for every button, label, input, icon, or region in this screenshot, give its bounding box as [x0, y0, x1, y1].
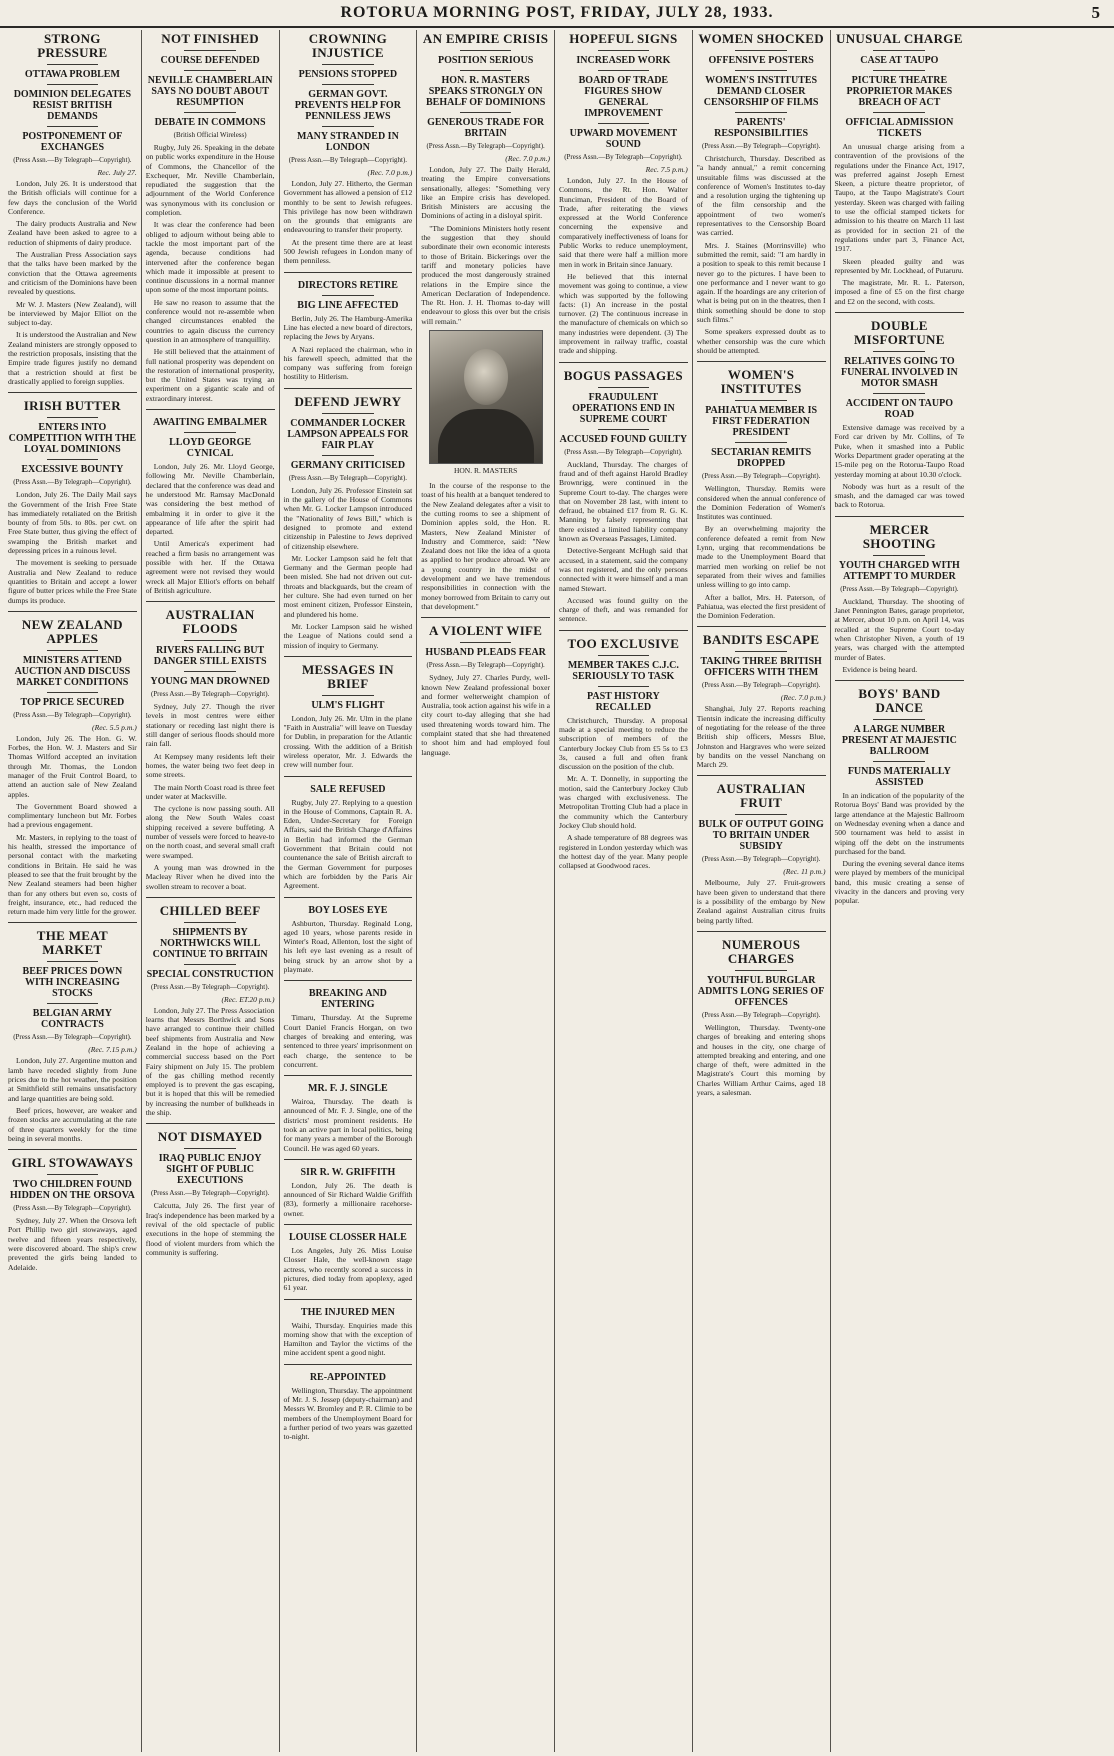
article-subheadline: EXCESSIVE BOUNTY	[21, 464, 124, 476]
article-subheadline: GENEROUS TRADE FOR BRITAIN	[427, 117, 545, 139]
received-date: Rec. July 27.	[97, 168, 137, 177]
article-paragraph: Auckland, Thursday. The shooting of Janet Pennington Bates, garage proprietor, at Mercer, about 10 p.m. on April 14, was recalled at the Supreme Court to-day when Christopher Niven, a youth of 19 years, was charged with the attempted murder of Bates.	[834, 596, 965, 662]
article	[421, 617, 550, 757]
article-subheadline: COMMANDER LOCKER LAMPSON APPEALS FOR FAIR PLAY	[287, 417, 409, 451]
article-paragraph: Shanghai, July 27. Reports reaching Tientsin indicate the increasing difficulty of negotiating for the release of the three British ship officers, Messrs Blue, Johnston and Hargraves who were seized by bandits on the vessel Nanchang on March 29.	[696, 704, 826, 770]
article-paragraph: He still believed that the attainment of full national prosperity was dependent on the restoration of international prosperity, but the United States was trying an experiment on a gigantic scale and of extraordinary interest.	[145, 347, 275, 403]
article-subheadline: MR. F. J. SINGLE	[308, 1083, 388, 1095]
article-subheadline: PENSIONS STOPPED	[298, 69, 398, 80]
portrait-photo	[429, 330, 543, 464]
article-subheadline: AWAITING EMBALMER	[153, 417, 268, 429]
article	[146, 1123, 275, 1257]
received-date: (Rec. 11 p.m.)	[783, 867, 826, 877]
article-paragraph: Mr. Masters, in replying to the toast of his health, stressed the importance of personal contact with the marketing conditions in Britain. He said he was pleased to see that the fruit brought by the New Zealand steamers had been higher than for any others but even so, costs of freight, insurance, etc., had reduced the return made him very little for the grower.	[8, 832, 137, 917]
press-credit: (Press Assn.—By Telegraph—Copyright).	[13, 1204, 132, 1213]
divider-rule	[735, 112, 787, 113]
article-subheadline: DEBATE IN COMMONS	[154, 117, 266, 128]
divider-rule	[184, 432, 236, 433]
received-date: (Rec. 5.5 p.m.)	[92, 722, 137, 732]
article-subheadline: ACCUSED FOUND GUILTY	[559, 433, 688, 445]
article-paragraph: At the present time there are at least 500 Jewish refugees in London many of them penniless.	[283, 237, 413, 266]
article-subheadline: GERMANY CRITICISED	[290, 459, 406, 471]
press-credit: (Press Assn.—By Telegraph—Copyright).	[288, 473, 408, 482]
article-subheadline: PAHIATUA MEMBER IS FIRST FEDERATION PRESIDENT	[705, 405, 818, 439]
article-paragraph: The Australian Press Association says that the talks have been marked by the conviction that the Ottawa agreements and criticism of the Dominions have been revealed by questions.	[8, 250, 137, 297]
press-credit: (Press Assn.—By Telegraph—Copyright).	[564, 447, 683, 456]
article-headline: IRISH BUTTER	[23, 398, 121, 414]
article-paragraph: A shade temperature of 88 degrees was registered in London yesterday which was the hottest day of the year. Many people collapsed at Goodwood races.	[559, 833, 688, 871]
article-subheadline: BREAKING AND ENTERING	[308, 988, 387, 1011]
article-paragraph: London, July 27. Hitherto, the German Government has allowed a pension of £12 monthly to be sent to Jewish refugees. This privilege has now been withdrawn on the grounds that emigrants are endeavouring to transfer their property.	[283, 179, 413, 235]
article	[835, 32, 965, 306]
divider-rule	[873, 70, 925, 71]
article-paragraph: Wellington, Thursday. Twenty-one charges of breaking and entering shops and houses in the city, one charge of attempted breaking and entering, and one charge of theft, were admitted in the Magistrate's Court this morning by Charles William Arthur Cairns, aged 18 years, a salesman.	[696, 1022, 826, 1098]
divider-rule	[184, 50, 236, 51]
article-subheadline: TOP PRICE SECURED	[20, 696, 125, 708]
article	[284, 656, 413, 770]
article-paragraph: Some speakers expressed doubt as to whether censorship was the cure which should be attempted.	[696, 327, 826, 355]
article	[284, 1364, 413, 1442]
article-paragraph: He saw no reason to assume that the conference would not re-assemble when changed circumstances enabled the countries to again discuss the currency question in an atmosphere of tranquillity.	[145, 297, 275, 344]
received-date: Rec. 7.5 p.m.)	[645, 165, 688, 174]
article-paragraph: He believed that this internal movement was going to continue, a view which was supported by the following facts: (1) An increase in the postal turnover. (2) The continuous increase in the manufacture of chemicals on which so many industries were dependent. (3) The improvement in railway traffic, coastal trade and shipping.	[559, 271, 688, 356]
press-credit: (Press Assn.—By Telegraph—Copyright).	[150, 982, 270, 991]
article-subheadline: INCREASED WORK	[576, 55, 671, 66]
article-paragraph: Mr. Locker Lampson said he wished the League of Nations could send a mission of inquiry to Germany.	[283, 621, 413, 650]
article-headline: AUSTRALIAN FRUIT	[716, 781, 806, 811]
press-credit: (Press Assn.—By Telegraph—Copyright).	[701, 472, 821, 481]
article-headline: BOGUS PASSAGES	[563, 367, 683, 383]
article-headline: HOPEFUL SIGNS	[569, 31, 678, 46]
article-paragraph: The Government Board showed a complimentary luncheon but Mr. Forbes had a previous engagement.	[8, 801, 137, 830]
article-subheadline: OFFICIAL ADMISSION TICKETS	[845, 117, 954, 139]
article-headline: GIRL STOWAWAYS	[11, 1155, 134, 1171]
press-credit: (Press Assn.—By Telegraph—Copyright).	[13, 1033, 132, 1042]
divider-rule	[598, 387, 650, 388]
divider-rule	[322, 64, 374, 65]
article-subheadline: DOMINION DELEGATES RESIST BRITISH DEMANDS	[13, 89, 132, 122]
article-subheadline: CASE AT TAUPO	[860, 55, 939, 66]
article	[835, 312, 965, 510]
article-paragraph: The dairy products Australia and New Zealand have been asked to agree to a reduction of shipments of dairy produce.	[8, 219, 137, 247]
article-paragraph: It is understood the Australian and New Zealand ministers are strongly opposed to the restriction proposals, insisting that the Empire trade figures justify no demand that a restriction should at first be drastically applied to foreign supplies.	[8, 330, 137, 386]
divider-rule	[460, 50, 512, 51]
article	[559, 630, 688, 871]
divider-rule	[322, 455, 374, 456]
article-subheadline: YOUTHFUL BURGLAR ADMITS LONG SERIES OF OFFENCES	[697, 974, 825, 1008]
divider-rule	[873, 50, 925, 51]
article-paragraph: The main North Coast road is three feet under water at Macksville.	[145, 782, 275, 801]
article	[8, 922, 137, 1143]
received-date: (Rec. ET.20 p.m.)	[221, 994, 275, 1004]
article-subheadline: THE INJURED MEN	[300, 1306, 395, 1318]
article-paragraph: Waihi, Thursday. Enquiries made this morning show that with the exception of Hamilton and Taylor the victims of the mine accident spent a good night.	[283, 1320, 413, 1358]
divider-rule	[873, 112, 925, 113]
divider-rule	[184, 112, 236, 113]
article-paragraph: London, July 26. Mr. Lloyd George, following Mr. Neville Chamberlain, declared that the conference was dead and he understood Mr. Ramsay MacDonald was considering the best method of embalming it in order to give it the appearance of life after the spirit had departed.	[145, 462, 275, 537]
column-7	[831, 30, 969, 1752]
article	[697, 775, 826, 924]
article-paragraph: It was clear the conference had been obliged to adjourn without being able to tackle the most important part of the agenda, because conditions had intervened after the conference began which made it impossible at present to continue discussions in a normal manner upon some of the most important points.	[145, 220, 275, 295]
article-subheadline: UPWARD MOVEMENT SOUND	[569, 128, 678, 150]
article-subheadline: OFFENSIVE POSTERS	[708, 55, 814, 66]
article-subheadline: LOUISE CLOSSER HALE	[288, 1232, 407, 1244]
divider-rule	[322, 126, 374, 127]
article-subheadline: RIVERS FALLING BUT DANGER STILL EXISTS	[153, 645, 267, 668]
article-subheadline: SECTARIAN REMITS DROPPED	[711, 447, 812, 470]
article-headline: NOT DISMAYED	[157, 1129, 263, 1145]
press-credit: (Press Assn.—By Telegraph—Copyright).	[426, 142, 545, 150]
divider-rule	[47, 126, 99, 127]
article	[559, 362, 688, 624]
article-paragraph: During the evening several dance items were played by members of the municipal band, this music creating a sense of vivacity in the dancers and proving very popular.	[834, 859, 965, 906]
article-paragraph: Rugby, July 27. Replying to a question in the House of Commons, Captain R. A. Eden, Under-Secretary for Foreign Affairs, said the British Charge d'Affaires in Berlin had informed the German Government that Britain could not countenance the sale of British aircraft to the German Government for purposes which are forbidden by the Paris Air Agreement.	[283, 797, 413, 891]
article-paragraph: Berlin, July 26. The Hamburg-Amerika Line has elected a new board of directors, replacing the Jews by Aryans.	[283, 313, 413, 342]
article-subheadline: PAST HISTORY RECALLED	[587, 690, 660, 713]
article-paragraph: Melbourne, July 27. Fruit-growers have been given to understand that there is a possibility of the embargo by New Zealand against Australian citrus fruits being partly lifted.	[696, 878, 826, 925]
press-credit: (Press Assn.—By Telegraph—Copyright).	[13, 156, 132, 164]
article-paragraph: London, July 26. The death is announced of Sir Richard Waldie Griffith (83), formerly a millionaire racehorse-owner.	[283, 1180, 413, 1218]
article-headline: NUMEROUS CHARGES	[722, 936, 801, 966]
article	[146, 409, 275, 595]
article-paragraph: Los Angeles, July 26. Miss Louise Closser Hale, the well-known stage actress, who recently scored a success in pictures, died today from apoplexy, aged 61 year.	[283, 1246, 413, 1293]
portrait-face	[464, 349, 508, 405]
divider-rule	[873, 719, 925, 720]
column-3	[280, 30, 418, 1752]
article	[284, 388, 413, 650]
article-paragraph: London, July 27. The Press Association learns that Messrs Borthwick and Sons have arranged to continue their chilled beef shipments from Australia and New Zealand in the hope of achieving a commercial success based on the Port Fairy shipment on July 15. The problem of the gas chilling method recently employed is to prevent the gas escaping, but it is hoped that this will be remedied by increasing the number of bulkheads in the ship.	[145, 1005, 275, 1118]
article-subheadline: GERMAN GOVT. PREVENTS HELP FOR PENNILESS JEWS	[294, 89, 401, 122]
article-subheadline: FRAUDULENT OPERATIONS END IN SUPREME COURT	[572, 391, 675, 425]
article-paragraph: Sydney, July 27. Though the river levels in most centres were either stationary or receding last night there is still danger of serious floods should more rain fall.	[145, 702, 275, 749]
press-credit: (British Official Wireless)	[173, 131, 247, 139]
article-paragraph: Beef prices, however, are weaker and frozen stocks are accumulating at the rate of three quarters weekly for the time being in several months.	[8, 1105, 137, 1143]
divider-rule	[47, 961, 99, 962]
article	[8, 32, 137, 386]
received-date: (Rec. 7.0 p.m.)	[367, 168, 413, 177]
article-paragraph: Mr. A. T. Donnelly, in supporting the motion, said the Canterbury Jockey Club was charged with exclusiveness. The Metropolitan Trotting Club had a place in the community which the Canterbury Jockey Club should hold.	[559, 774, 688, 830]
column-6	[693, 30, 831, 1752]
article-headline: TOO EXCLUSIVE	[567, 635, 680, 651]
article-paragraph: London, July 26. The Daily Mail says the Government of the Irish Free State has immediately retaliated on the British bounty of from 50s. to 80s. per cwt. on Free State butter, thus giving the effect of swamping the British market and depressing prices in a ruinous level.	[8, 490, 137, 556]
article-paragraph: At Kempsey many residents left their homes, the water being two feet deep in some streets.	[145, 751, 275, 780]
press-credit: (Press Assn.—By Telegraph—Copyright).	[150, 1189, 270, 1198]
article-headline: NOT FINISHED	[161, 31, 259, 46]
article-subheadline: BULK OF OUTPUT GOING TO BRITAIN UNDER SUBSIDY	[698, 819, 824, 853]
article-paragraph: Evidence is being heard.	[842, 664, 918, 674]
article-subheadline: BOY LOSES EYE	[308, 904, 388, 916]
article-paragraph: Detective-Sergeant McHugh said that accused, in a statement, said the company was not registered, and the only persons connected with it were himself and a man named Stewart.	[559, 546, 688, 593]
article-paragraph: Ashburton, Thursday. Reginald Long, aged 10 years, whose parents reside in Winter's Road, Allenton, lost the sight of his left eye last evening as a result of being struck by an arrow shot by a playmate.	[283, 918, 413, 975]
press-credit: (Press Assn.—By Telegraph—Copyright).	[13, 478, 132, 487]
article-paragraph: Christchurch, Thursday. Described as "a handy annual," a remit concerning unsuitable films was discussed at the conference of Women's Institutes to-day and a resolution urging the tightening up of the film censorship and the appointment of two women's representatives to the Censorship Board was carried.	[696, 154, 826, 238]
divider-rule	[873, 393, 925, 394]
divider-rule	[47, 417, 99, 418]
divider-rule	[873, 555, 925, 556]
divider-rule	[184, 922, 236, 923]
article-subheadline: TWO CHILDREN FOUND HIDDEN ON THE ORSOVA	[9, 1179, 135, 1202]
article-subheadline: ACCIDENT ON TAUPO ROAD	[845, 398, 953, 421]
article-headline: AUSTRALIAN FLOODS	[165, 607, 255, 637]
photo-caption: HON. R. MASTERS	[453, 466, 518, 476]
article	[146, 897, 275, 1118]
article-paragraph: Wellington, Thursday. The appointment of Mr. J. S. Jessep (deputy-chairman) and Messrs W. Bromley and P. R. Climie to be members of the Unemployment Board for a further period of two years was gazetted to-night.	[283, 1385, 413, 1442]
article-headline: WOMEN'S INSTITUTES	[720, 367, 802, 397]
article-subheadline: POSITION SERIOUS	[437, 55, 534, 66]
article-paragraph: An unusual charge arising from a contravention of the provisions of the regulations under the Finance Act, 1917, was preferred against Joseph Ernest Skeen, a picture theatre proprietor, of Taupo, at the Taupo Magistrate's Court yesterday. Skeen was charged with failing to use the official stamped tickets for admission to his theatre on March 11 last as provided for in section 21 of the regulations under part 3, Finance Act, 1917.	[834, 142, 965, 254]
received-date: (Rec. 7.0 p.m.)	[505, 154, 550, 163]
portrait-coat	[438, 409, 534, 463]
article-paragraph: London, July 26. Professor Einstein sat in the gallery of the House of Commons when Mr. G. Locker Lampson introduced the "Nationality of Jews Bill," which is designed to promote and extend citizenship in Palestine to Jews deprived of citizenship elsewhere.	[283, 485, 413, 551]
article-subheadline: COURSE DEFENDED	[160, 55, 260, 66]
divider-rule	[598, 50, 650, 51]
article-paragraph: London, July 27. In the House of Commons, the Rt. Hon. Walter Runciman, President of the Board of Trade, after reiterating the views expressed at the World Conference concerning the expensive and comparatively ineffectiveness of loans for Public Works to reduce unemployment, said that there were half a million more men in work in Britain since January.	[559, 176, 688, 269]
article-paragraph: London, July 26. The Hon. G. W. Forbes, the Hon. W. J. Masters and Sir Thomas Wilford accepted an invitation through Mr. Thomas, the London manager of the Fruit Control Board, to attend an auction sale of New Zealand apples.	[8, 733, 137, 799]
masthead-title: ROTORUA MORNING POST, FRIDAY, JULY 28, 1933.	[340, 4, 774, 21]
article-subheadline: BELGIAN ARMY CONTRACTS	[32, 1008, 112, 1031]
divider-rule	[47, 692, 99, 693]
article-paragraph: Mrs. J. Staines (Morrinsville) who submitted the remit, said: "I am hardly in a position to speak to this remit because I never go to the pictures. I have been to one performance and I never want to go again. If the hoardings are any criterion of what is being put on in the theatres, then I think something should be done to stop such films."	[696, 240, 826, 325]
article	[146, 601, 275, 891]
article-headline: MERCER SHOOTING	[862, 521, 936, 551]
article-paragraph: Mr. Locker Lampson said he felt that Germany and the German people had been misled. She had not driven out cut-throats and blackguards, but the cream of her culture. She had even turned on her most eminent citizen, Professor Einstein, and plundered his home.	[283, 553, 413, 619]
article	[284, 1159, 413, 1218]
press-credit: (Press Assn.—By Telegraph—Copyright).	[701, 142, 821, 150]
press-credit: (Press Assn.—By Telegraph—Copyright).	[564, 153, 683, 161]
divider-rule	[47, 84, 99, 85]
article-paragraph: Extensive damage was received by a Ford car driven by Mr. Collins, of Te Puke, when it smashed into a Public Works Department grader operating at the 15-mile peg on the Rotorua-Taupo Road yesterday morning at about 10.30 o'clock.	[834, 423, 965, 479]
divider-rule	[460, 112, 512, 113]
article-subheadline: RE-APPOINTED	[309, 1371, 386, 1383]
article-subheadline: FUNDS MATERIALLY ASSISTED	[847, 766, 951, 789]
article-subheadline: BEEF PRICES DOWN WITH INCREASING STOCKS	[22, 966, 123, 1000]
article-headline: MESSAGES IN BRIEF	[301, 661, 394, 691]
press-credit: (Press Assn.—By Telegraph—Copyright).	[840, 584, 959, 593]
article-headline: AN EMPIRE CRISIS	[422, 31, 549, 46]
article-headline: BANDITS ESCAPE	[702, 632, 820, 648]
article	[8, 392, 137, 605]
article	[284, 32, 413, 266]
article-subheadline: PICTURE THEATRE PROPRIETOR MAKES BREACH OF ACT	[846, 75, 953, 108]
divider-rule	[47, 64, 99, 65]
article-paragraph: The movement is seeking to persuade Australia and New Zealand to reduce quantities to Britain and accept a lower figure of butter prices while the Free State dumps its produce.	[8, 558, 137, 605]
divider-rule	[47, 1003, 99, 1004]
article-paragraph: Rugby, July 26. Speaking in the debate on public works expenditure in the House of Commons, the Chancellor of the Exchequer, Mr. Neville Chamberlain, repudiated the suggestion that the adjournment of the World Conference was synonymous with its conclusion or completion.	[145, 143, 275, 218]
article	[8, 611, 137, 917]
article-subheadline: SALE REFUSED	[310, 783, 386, 795]
divider-rule	[184, 70, 236, 71]
divider-rule	[598, 70, 650, 71]
article-subheadline: PARENTS' RESPONSIBILITIES	[714, 117, 809, 139]
press-credit: (Press Assn.—By Telegraph—Copyright).	[13, 710, 132, 719]
divider-rule	[598, 123, 650, 124]
article-subheadline: SIR R. W. GRIFFITH	[300, 1166, 396, 1178]
masthead	[0, 0, 1114, 28]
article-subheadline: YOUNG MAN DROWNED	[150, 676, 270, 688]
divider-rule	[873, 351, 925, 352]
article-headline: CHILLED BEEF	[159, 902, 261, 918]
divider-rule	[184, 640, 236, 641]
divider-rule	[598, 429, 650, 430]
column-5	[555, 30, 693, 1752]
article-paragraph: Until America's experiment had reached a firm basis no arrangement was possible with her. If the Ottawa agreement were not revised they would wreck all Major Elliot's efforts on behalf of British agriculture.	[145, 539, 275, 595]
divider-rule	[735, 970, 787, 971]
article	[8, 1149, 137, 1272]
column-1	[4, 30, 142, 1752]
article-paragraph: Christchurch, Thursday. A proposal made at a special meeting to reduce the subscription of members of the Canterbury Jockey Club from £5 5s to £3 3s, caused a full and often frank discussion on the position of the club.	[559, 715, 688, 772]
article-headline: UNUSUAL CHARGE	[836, 31, 963, 46]
article-paragraph: Wairoa, Thursday. The death is announced of Mr. F. J. Single, one of the districts' most prominent residents. He took an active part in local politics, being for many years a member of the Borough Council. He was aged 60 years.	[283, 1097, 413, 1153]
article-subheadline: HUSBAND PLEADS FEAR	[425, 647, 546, 659]
article-subheadline: TAKING THREE BRITISH OFFICERS WITH THEM	[700, 656, 822, 679]
article-subheadline: YOUTH CHARGED WITH ATTEMPT TO MURDER	[838, 559, 960, 582]
article-subheadline: BIG LINE AFFECTED	[297, 299, 399, 311]
article	[421, 32, 550, 611]
article-headline: NEW ZEALAND APPLES	[21, 616, 123, 646]
article-paragraph: Sydney, July 27. Charles Purdy, well-known New Zealand professional boxer and former welterweight champion of Australia, took action against his wife in a city court to-day alleging that she had used threatening words toward him. The complaint stated that she had threatened to shoot him and had employed foul language.	[421, 673, 550, 757]
article-paragraph: Calcutta, July 26. The first year of Iraq's independence has been marked by a revival of the old spectacle of public executions in the hope of stemming the flood of violent murders from which the community is suffering.	[145, 1201, 275, 1257]
divider-rule	[322, 295, 374, 296]
article-headline: DOUBLE MISFORTUNE	[854, 318, 945, 348]
divider-rule	[184, 671, 236, 672]
article-subheadline: IRAQ PUBLIC ENJOY SIGHT OF PUBLIC EXECUTIONS	[158, 1153, 262, 1187]
divider-rule	[47, 459, 99, 460]
press-credit: (Press Assn.—By Telegraph—Copyright).	[426, 661, 545, 670]
article-subheadline: ULM'S FLIGHT	[311, 699, 385, 711]
divider-rule	[322, 84, 374, 85]
article-paragraph: In an indication of the popularity of the Rotorua Boys' Band was provided by the large attendance at the Majestic Ballroom on Wednesday evening when a dance and 500 tournament was held to assist in wiping off the debt on the instruments purchased for the band.	[834, 791, 965, 856]
press-credit: (Press Assn.—By Telegraph—Copyright).	[150, 690, 270, 699]
article-paragraph: After a ballot, Mrs. H. Paterson, of Pahiatua, was elected the first president of the Dominion Federation.	[696, 592, 826, 621]
column-2	[142, 30, 280, 1752]
article-paragraph: A Nazi replaced the chairman, who in his farewell speech, admitted that the company was suffering from foreign hostility to Hitlerism.	[283, 344, 413, 382]
article-subheadline: WOMEN'S INSTITUTES DEMAND CLOSER CENSORSHIP OF FILMS	[703, 75, 819, 108]
article-paragraph: The cyclone is now passing south. All along the New South Wales coast shipping received a severe buffeting. A number of vessels were forced to heave-to on the north coast, and several small craft were swamped.	[145, 804, 275, 860]
article	[697, 361, 826, 620]
article-headline: STRONG PRESSURE	[37, 31, 108, 60]
article-subheadline: MANY STRANDED IN LONDON	[296, 131, 399, 153]
article-subheadline: SHIPMENTS BY NORTHWICKS WILL CONTINUE TO BRITAIN	[152, 926, 268, 960]
article-paragraph: Accused was found guilty on the charge of theft, and was remanded for sentence.	[559, 595, 688, 624]
article-headline: DEFEND JEWRY	[294, 393, 402, 409]
divider-rule	[460, 70, 512, 71]
article-subheadline: BOARD OF TRADE FIGURES SHOW GENERAL IMPROVEMENT	[578, 75, 669, 119]
article-subheadline: SPECIAL CONSTRUCTION	[146, 968, 274, 980]
article-subheadline: HON. R. MASTERS SPEAKS STRONGLY ON BEHALF OF DOMINIONS	[425, 75, 546, 108]
article	[835, 680, 965, 906]
article-subheadline: LLOYD GEORGE CYNICAL	[169, 437, 252, 460]
article-subheadline: MEMBER TAKES C.J.C. SERIOUSLY TO TASK	[567, 659, 679, 682]
divider-rule	[598, 655, 650, 656]
article-paragraph: Auckland, Thursday. The charges of fraud and of theft against Harold Bradley Brownrigg, were continued in the Supreme Court to-day. The charges were that on November 28 last, with intent to defraud, he obtained £17 from R. G. K. Manning by falsely representing that there existed a limited liability company known as Overseas Passages, Limited.	[559, 459, 688, 544]
divider-rule	[47, 650, 99, 651]
divider-rule	[322, 413, 374, 414]
article-paragraph: Timaru, Thursday. At the Supreme Court Daniel Francis Horgan, on two charges of breaking and entering, was sentenced to three years' imprisonment on each charge, the sentence to be concurrent.	[283, 1013, 413, 1069]
article-subheadline: RELATIVES GOING TO FUNERAL INVOLVED IN MOTOR SMASH	[841, 356, 958, 390]
article-paragraph: Skeen pleaded guilty and was represented by Mr. Lockhead, of Putaruru.	[834, 256, 965, 275]
divider-rule	[735, 651, 787, 652]
press-credit: (Press Assn.—By Telegraph—Copyright).	[288, 156, 408, 164]
divider-rule	[598, 686, 650, 687]
divider-rule	[873, 761, 925, 762]
page-number: 5	[1091, 3, 1100, 22]
article	[284, 1299, 413, 1358]
article-paragraph: "The Dominions Ministers hotly resent the suggestion that they should subordinate their own economic interests to those of Britain. Bickerings over the tariff and monetary policies have produced the most dangerously strained relations in the Empire since the American Declaration of Independence. The Rt. Hon. J. H. Thomas to-day will endeavour to gloss this over but the crisis will remain."	[421, 223, 550, 326]
divider-rule	[322, 695, 374, 696]
article-subheadline: A LARGE NUMBER PRESENT AT MAJESTIC BALLROOM	[841, 724, 957, 758]
article-paragraph: The magistrate, Mr. R. L. Paterson, imposed a fine of £5 on the first charge and £2 on the second, with costs.	[834, 278, 965, 306]
divider-rule	[460, 642, 512, 643]
divider-rule	[735, 50, 787, 51]
article-paragraph: By an overwhelming majority the conference defeated a remit from New Lynn, urging that recommendations be made to the Unemployment Board that married men working on relief be not separated from their wives and families unless willing to go into camp.	[696, 524, 826, 590]
article	[284, 776, 413, 891]
article	[146, 32, 275, 403]
article	[835, 516, 965, 674]
divider-rule	[735, 400, 787, 401]
article-paragraph: A young man was drowned in the Macleay River when he dived into the swollen stream to recover a boat.	[145, 862, 275, 891]
article-headline: CROWNING INJUSTICE	[308, 31, 387, 60]
divider-rule	[735, 70, 787, 71]
article	[559, 32, 688, 356]
article-headline: A VIOLENT WIFE	[428, 623, 543, 639]
article	[284, 1075, 413, 1153]
received-date: (Rec. 7.0 p.m.)	[780, 693, 826, 703]
article	[284, 1224, 413, 1292]
press-credit: (Press Assn.—By Telegraph—Copyright).	[701, 1010, 821, 1019]
article-paragraph: Sydney, July 27. When the Orsova left Port Phillip two girl stowaways, aged twelve and fifteen years respectively, were discovered aboard. The ship's crew prevented the girls being landed to Adelaide.	[8, 1216, 137, 1272]
article-subheadline: NEVILLE CHAMBERLAIN SAYS NO DOUBT ABOUT RESUMPTION	[147, 75, 273, 108]
article	[284, 980, 413, 1069]
article	[697, 931, 826, 1097]
article-headline: WOMEN SHOCKED	[698, 31, 824, 46]
article	[697, 32, 826, 355]
divider-rule	[184, 1148, 236, 1149]
article-subheadline: DIRECTORS RETIRE	[297, 279, 398, 291]
article-headline: THE MEAT MARKET	[36, 928, 108, 958]
article-paragraph: London, July 26. Mr. Ulm in the plane "Faith in Australia" will leave on Tuesday for Dublin, in preparation for the Atlantic crossing. With the addition of a British wireless operator, Mr. J. Edwards the crew will number four.	[283, 713, 413, 770]
article	[284, 272, 413, 382]
press-credit: (Press Assn.—By Telegraph—Copyright).	[701, 855, 821, 864]
divider-rule	[47, 1174, 99, 1175]
article-paragraph: Mr W. J. Masters (New Zealand), will be interviewed by Major Elliot on the subject to-day.	[8, 299, 137, 328]
article-subheadline: MINISTERS ATTEND AUCTION AND DISCUSS MARKET CONDITIONS	[14, 654, 131, 688]
columns	[4, 30, 1110, 1752]
article-paragraph: Wellington, Thursday. Remits were considered when the annual conference of the Dominion Federation of Women's Institutes was continued.	[696, 484, 826, 522]
received-date: (Rec. 7.15 p.m.)	[88, 1045, 137, 1055]
column-4	[417, 30, 555, 1752]
divider-rule	[735, 442, 787, 443]
article	[697, 626, 826, 769]
article-paragraph: London, July 26. It is understood that the British officials will continue for a few days the conclusion of the World Conference.	[8, 179, 137, 216]
article-paragraph: Nobody was hurt as a result of the smash, and the damaged car was towed back to Rotorua.	[834, 481, 965, 510]
article-paragraph: London, July 27. The Daily Herald, treating the Empire conversations sensationally, alleges: "Something very like an Empire crisis has developed. British Ministers are accusing the Dominions of acting in a disloyal spirit.	[421, 165, 550, 221]
article-subheadline: OTTAWA PROBLEM	[24, 69, 120, 80]
article-paragraph: In the course of the response to the toast of his health at a banquet tendered to the New Zealand delegates after a visit to the cutting rooms to see a shipment of Dominion apples sold, the Hon. R. Masters, New Zealand Minister of Industry and Commerce, said: "New Zealand does not like the idea of a quota as applied to her produce abroad. We are a young country in the midst of development and we have tremendous responsibilities in connection with the money borrowed from Britain to carry out that development."	[421, 481, 550, 611]
article	[284, 897, 413, 975]
press-credit: (Press Assn.—By Telegraph—Copyright).	[701, 681, 821, 690]
article-subheadline: POSTPONEMENT OF EXCHANGES	[22, 131, 123, 153]
divider-rule	[735, 814, 787, 815]
article-subheadline: ENTERS INTO COMPETITION WITH THE LOYAL DOMINIONS	[8, 422, 137, 456]
article-headline: BOYS' BAND DANCE	[858, 686, 941, 716]
article-paragraph: London, July 27. Argentine mutton and lamb have receded slightly from June prices due to the hot weather, the position at Smithfield still remains unsatisfactory and large quantities are being sold.	[8, 1056, 137, 1103]
divider-rule	[184, 964, 236, 965]
